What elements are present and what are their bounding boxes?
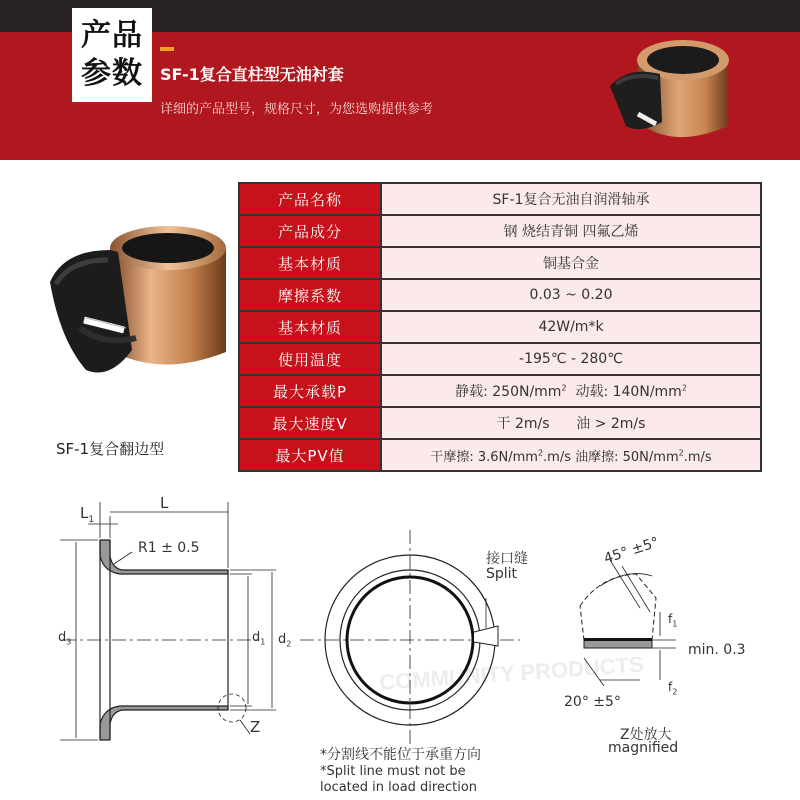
spec-label: 基本材质	[239, 311, 381, 343]
spec-value: 铜基合金	[381, 247, 761, 279]
f2-label: $f_2$	[668, 680, 678, 697]
dry-friction-pv: 干摩擦: 3.6N/mm	[430, 449, 538, 465]
flange-bushing-image	[40, 220, 240, 390]
product-caption: SF-1复合翻边型	[56, 440, 165, 458]
spec-label: 基本材质	[239, 247, 381, 279]
spec-value: SF-1复合无油自润滑轴承	[381, 183, 761, 215]
table-row	[239, 439, 761, 471]
table-row	[239, 215, 761, 247]
magnified-label-cn: Z处放大	[620, 727, 672, 743]
angle-top-label: 45° ±5°	[602, 534, 662, 568]
spec-label: 使用温度	[239, 343, 381, 375]
magnified-label-en: magnified	[608, 740, 679, 756]
accent-bar	[160, 47, 174, 51]
static-load: 静载: 250N/mm	[455, 384, 562, 400]
spec-label: 产品名称	[239, 183, 381, 215]
oil-friction-unit: .m/s	[683, 449, 712, 465]
section-title-line1: 产品	[81, 18, 143, 53]
oil-friction-pv: 油摩擦: 50N/mm	[575, 449, 679, 465]
dim-d1-label: $d_1$	[252, 630, 266, 647]
spec-value	[381, 439, 761, 471]
note-en-line2: located in load direction	[320, 780, 478, 795]
spec-label: 最大承载P	[239, 375, 381, 407]
product-series-title: SF-1复合直柱型无油衬套	[160, 65, 344, 84]
table-row	[239, 247, 761, 279]
banner-subtitle: 详细的产品型号，规格尺寸，为您选购提供参考	[160, 102, 434, 117]
superscript: 2	[678, 448, 684, 458]
spec-label: 最大PV值	[239, 439, 381, 471]
superscript: 2	[561, 383, 567, 393]
f1-label: $f_1$	[668, 612, 678, 629]
dynamic-load: 动载: 140N/mm	[575, 384, 682, 400]
spec-value	[381, 375, 761, 407]
table-row	[239, 183, 761, 215]
detail-z-marker: Z	[250, 718, 261, 736]
spec-value: 0.03 ~ 0.20	[381, 279, 761, 311]
section-view	[60, 502, 276, 740]
table-row	[239, 311, 761, 343]
dim-l-label: L	[160, 494, 169, 512]
section-title-box	[72, 8, 152, 102]
dry-friction-unit: .m/s	[543, 449, 571, 465]
table-row	[239, 343, 761, 375]
dim-l1-label: $L_1$	[80, 504, 95, 525]
min-thickness-label: min. 0.3	[688, 642, 746, 658]
spec-value: 42W/m*k	[381, 311, 761, 343]
banner-bushing-image	[598, 22, 748, 160]
radius-label: R1 ± 0.5	[138, 540, 200, 556]
table-row	[239, 279, 761, 311]
section-title-line2: 参数	[81, 56, 143, 91]
note-cn: *分割线不能位于承重方向	[320, 747, 481, 763]
split-label-cn: 接口缝	[486, 551, 528, 567]
superscript: 2	[681, 383, 687, 393]
spec-label: 最大速度V	[239, 407, 381, 439]
table-row	[239, 375, 761, 407]
superscript: 2	[537, 448, 544, 458]
angle-bottom-label: 20° ±5°	[564, 694, 621, 710]
watermark: COMMUNITY PRODUCTS	[378, 651, 645, 695]
spec-value: 钢 烧结青铜 四氟乙烯	[381, 215, 761, 247]
spec-label: 产品成分	[239, 215, 381, 247]
dim-d2-label: $d_2$	[278, 632, 292, 649]
spec-table	[238, 182, 762, 472]
spec-value: 干 2m/s 油 > 2m/s	[381, 407, 761, 439]
spec-value: -195℃ - 280℃	[381, 343, 761, 375]
split-label-en: Split	[486, 566, 518, 582]
dim-d3-label: $d_3$	[58, 630, 72, 647]
note-en-line1: *Split line must not be	[320, 764, 466, 779]
table-row	[239, 407, 761, 439]
spec-label: 摩擦系数	[239, 279, 381, 311]
header-banner	[0, 0, 800, 160]
